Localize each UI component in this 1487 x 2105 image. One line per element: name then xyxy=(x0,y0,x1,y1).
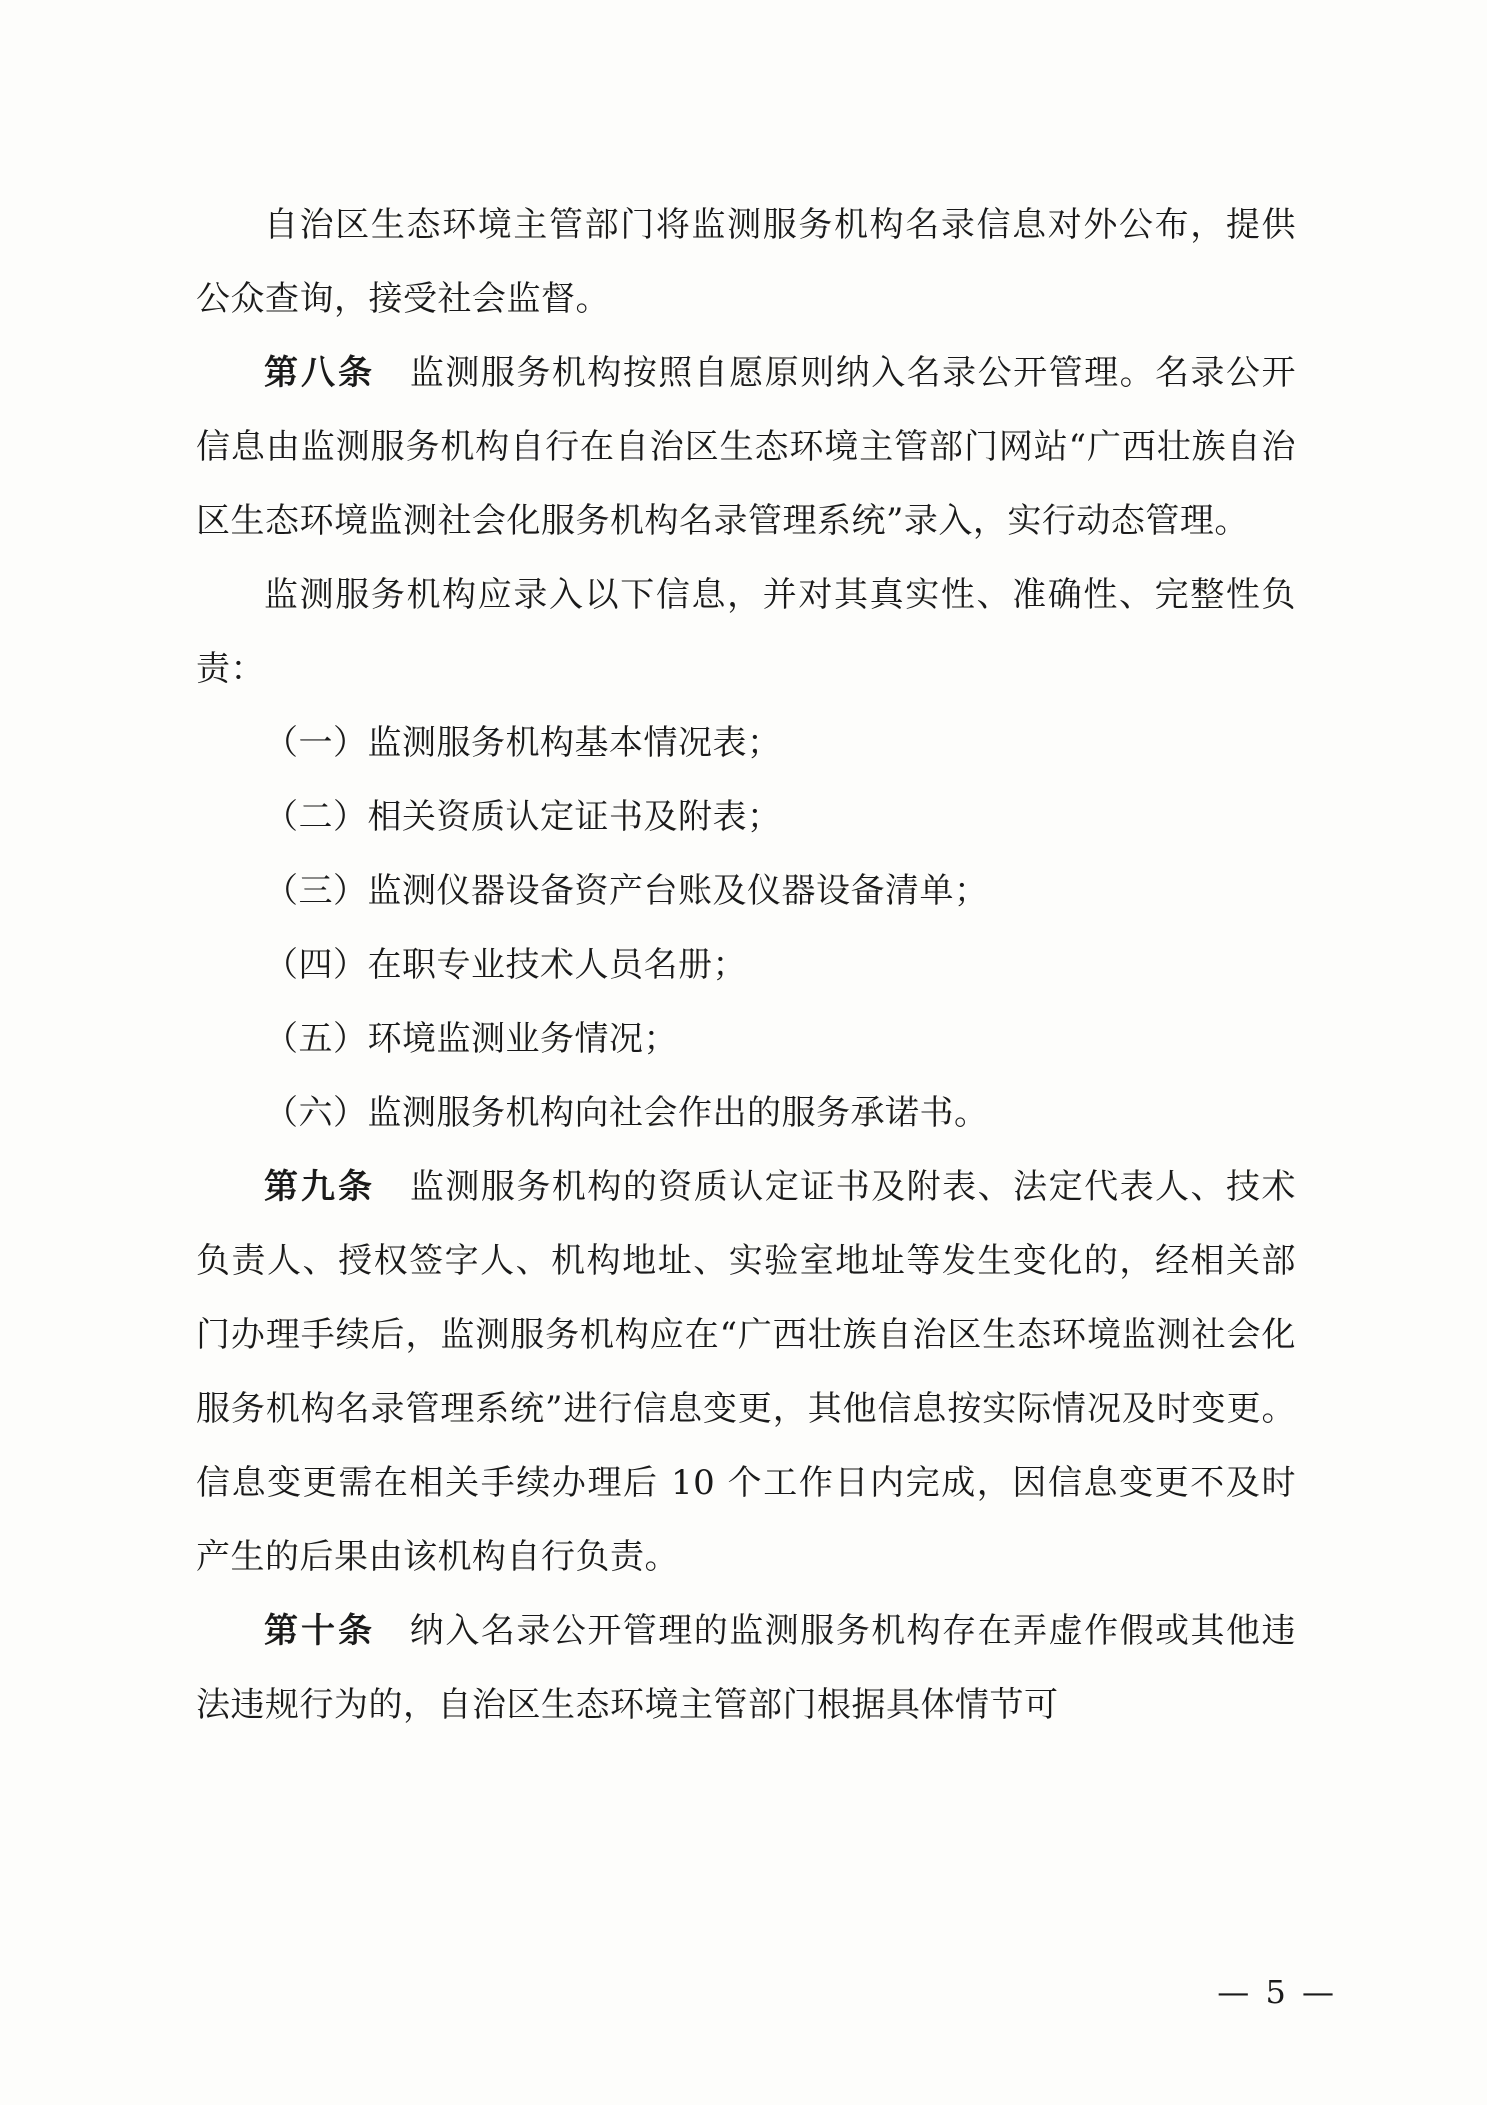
article-8-text: 监测服务机构按照自愿原则纳入名录公开管理。名录公开信息由监测服务机构自行在自治区生态环境主管部门网站“广西壮族自治区生态环境监测社会化服务机构名录管理系统”录入，实行动态管理。 xyxy=(196,353,1297,541)
list-item-text: （三）监测仪器设备资产台账及仪器设备清单； xyxy=(264,871,989,911)
list-item xyxy=(196,854,1296,928)
list-item xyxy=(196,928,1296,1002)
paragraph-article-8 xyxy=(196,336,1296,558)
page-number: — 5 — xyxy=(1217,1973,1337,2011)
article-9-text: 监测服务机构的资质认定证书及附表、法定代表人、技术负责人、授权签字人、机构地址、实验室地址等发生变化的，经相关部门办理手续后，监测服务机构应在“广西壮族自治区生态环境监测社会化服务机构名录管理系统”进行信息变更，其他信息按实际情况及时变更。信息变更需在相关手续办理后 10 个工作日内完成，因信息变更不及时产生的后果由该机构自行负责。 xyxy=(196,1167,1297,1577)
article-10-text: 纳入名录公开管理的监测服务机构存在弄虚作假或其他违法违规行为的，自治区生态环境主管部门根据具体情节可 xyxy=(196,1611,1297,1725)
paragraph-3 xyxy=(196,558,1296,706)
list-item xyxy=(196,1002,1296,1076)
list-item-text: （四）在职专业技术人员名册； xyxy=(264,945,747,985)
paragraph-article-10 xyxy=(196,1594,1296,1742)
paragraph-article-9 xyxy=(196,1150,1296,1594)
paragraph-3-text: 监测服务机构应录入以下信息，并对其真实性、准确性、完整性负责： xyxy=(196,575,1296,689)
article-8-label: 第八条 xyxy=(264,353,375,393)
paragraph-1-text: 自治区生态环境主管部门将监测服务机构名录信息对外公布，提供公众查询，接受社会监督。 xyxy=(196,205,1296,319)
list-item-text: （五）环境监测业务情况； xyxy=(264,1019,678,1059)
list-item-text: （二）相关资质认定证书及附表； xyxy=(264,797,782,837)
list-item xyxy=(196,1076,1296,1150)
list-item-text: （一）监测服务机构基本情况表； xyxy=(264,723,782,763)
list-item-text: （六）监测服务机构向社会作出的服务承诺书。 xyxy=(264,1093,989,1133)
article-9-label: 第九条 xyxy=(264,1167,375,1207)
document-body xyxy=(196,188,1296,1742)
list-item xyxy=(196,780,1296,854)
paragraph-1 xyxy=(196,188,1296,336)
list-item xyxy=(196,706,1296,780)
article-10-label: 第十条 xyxy=(264,1611,375,1651)
